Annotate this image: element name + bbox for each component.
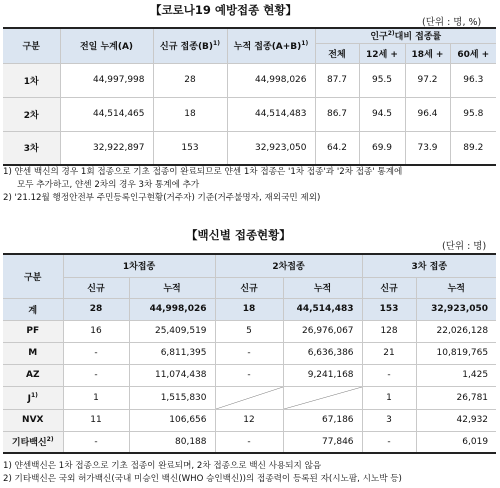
header-dose2: 2차접종 [215, 254, 362, 277]
row-label: 기타백신$^{2)}$ [3, 431, 63, 453]
table-row [3, 342, 496, 364]
cell-d1-cum: 1,515,830 [129, 386, 215, 409]
table-row [3, 131, 496, 165]
header-age60: 60세 + [450, 43, 496, 63]
cell-cum: 32,923,050 [227, 131, 315, 165]
header-age18: 18세 + [405, 43, 450, 63]
cell-cum: 44,998,026 [227, 63, 315, 97]
table-row [3, 63, 496, 97]
row-label: M [3, 342, 63, 364]
cell-d3-cum: 22,026,128 [416, 320, 496, 342]
cell-d3-cum: 6,019 [416, 431, 496, 453]
cell-prev: 32,922,897 [60, 131, 153, 165]
row-label: 1차 [3, 63, 60, 97]
cell-d2-new: 18 [215, 298, 283, 320]
cell-d1-cum: 6,811,395 [129, 342, 215, 364]
cell-d3-new: 3 [362, 409, 416, 431]
cell-age12: 94.5 [359, 97, 405, 131]
cell-new: 153 [153, 131, 227, 165]
cell-d3-new: 128 [362, 320, 416, 342]
cell-d3-new: 1 [362, 386, 416, 409]
header-cum: 누적 [129, 277, 215, 298]
vaccination-status-table [3, 27, 496, 166]
header-category: 구분 [3, 254, 63, 298]
cell-new: 18 [153, 97, 227, 131]
cell-prev: 44,514,465 [60, 97, 153, 131]
cell-d3-cum: 26,781 [416, 386, 496, 409]
cell-total: 86.7 [315, 97, 359, 131]
vaccine-type-title: 【백신별 접종현황】 [186, 228, 291, 242]
cell-d3-new: - [362, 431, 416, 453]
cell-d3-new: - [362, 364, 416, 386]
cell-total: 64.2 [315, 131, 359, 165]
vaccination-status-title: 【코로나19 예방접종 현황】 [150, 3, 297, 17]
cell-d2-new: - [215, 342, 283, 364]
cell-d2-cum: 26,976,067 [283, 320, 362, 342]
cell-d1-new: - [63, 431, 129, 453]
header-cumulative: 누적 접종$(A+B)^{1)}$ [227, 28, 315, 63]
row-label: AZ [3, 364, 63, 386]
header-category: 구분 [3, 28, 60, 63]
table-row [3, 386, 496, 409]
cell-d1-cum: 80,188 [129, 431, 215, 453]
header-population-ratio: 인구$^{2)}$대비 접종률 [315, 28, 496, 43]
cell-age60: 96.3 [450, 63, 496, 97]
cell-d2-cum-not-applicable [283, 386, 362, 409]
footnote: 1) 얀센백신은 1차 접종으로 기초 접종이 완료되며, 2차 접종으로 백신 사용되지 않음 [3, 461, 322, 471]
header-age12: 12세 + [359, 43, 405, 63]
cell-d1-cum: 25,409,519 [129, 320, 215, 342]
row-label: PF [3, 320, 63, 342]
row-label: $J^{1)}$ [3, 386, 63, 409]
table-row [3, 409, 496, 431]
cell-d2-cum: 44,514,483 [283, 298, 362, 320]
footnote: 모두 추가하고, 얀센 2차의 경우 3차 통계에 추가 [17, 180, 200, 190]
cell-d2-new: - [215, 364, 283, 386]
table1-unit: (단위 : 명, %) [422, 17, 482, 28]
cell-age60: 89.2 [450, 131, 496, 165]
cell-d3-cum: 32,923,050 [416, 298, 496, 320]
footnote: 2) 기타백신은 국외 허가백신(국내 미승인 백신(WHO 승인백신))의 접종력이 등록된 자(시노팜, 시노박 등) [3, 474, 402, 484]
table1-footnotes [3, 166, 402, 205]
table2-footnotes [3, 460, 402, 486]
cell-d2-cum: 67,186 [283, 409, 362, 431]
row-label: 3차 [3, 131, 60, 165]
header-new: 신규 [63, 277, 129, 298]
cell-d1-cum: 44,998,026 [129, 298, 215, 320]
header-dose3: 3차 접종 [362, 254, 496, 277]
cell-d1-new: - [63, 342, 129, 364]
cell-d3-cum: 42,932 [416, 409, 496, 431]
cell-d2-cum: 9,241,168 [283, 364, 362, 386]
cell-d1-new: 16 [63, 320, 129, 342]
table-row [3, 364, 496, 386]
cell-age18: 97.2 [405, 63, 450, 97]
header-new: 신규 [215, 277, 283, 298]
diagonal-slash-icon [216, 387, 283, 409]
cell-d2-new: 12 [215, 409, 283, 431]
table-row [3, 97, 496, 131]
table-row [3, 431, 496, 453]
table-row [3, 320, 496, 342]
table2-unit: (단위 : 명) [442, 241, 487, 252]
header-cum: 누적 [416, 277, 496, 298]
cell-age12: 95.5 [359, 63, 405, 97]
cell-d3-cum: 10,819,765 [416, 342, 496, 364]
cell-new: 28 [153, 63, 227, 97]
cell-d1-new: 28 [63, 298, 129, 320]
cell-age60: 95.8 [450, 97, 496, 131]
cell-d2-new: - [215, 431, 283, 453]
cell-age18: 96.4 [405, 97, 450, 131]
header-prev-cumulative: 전일 누계(A) [60, 28, 153, 63]
footnote: 2) '21.12월 행정안전부 주민등록인구현황(거주자) 기준(거주불명자, 재외국민 제외) [3, 193, 321, 203]
cell-d3-cum: 1,425 [416, 364, 496, 386]
header-cum: 누적 [283, 277, 362, 298]
cell-d2-new-not-applicable [215, 386, 283, 409]
header-total: 전체 [315, 43, 359, 63]
cell-age12: 69.9 [359, 131, 405, 165]
diagonal-slash-icon [284, 387, 362, 409]
row-label: NVX [3, 409, 63, 431]
footnote: 1) 얀센 백신의 경우 1회 접종으로 기초 접종이 완료되므로 얀센 1차 접종은 '1차 접종'과 '2차 접종' 통계에 [3, 167, 403, 177]
cell-d3-new: 21 [362, 342, 416, 364]
cell-d1-new: 1 [63, 386, 129, 409]
cell-d3-new: 153 [362, 298, 416, 320]
cell-total: 87.7 [315, 63, 359, 97]
header-new: 신규 [362, 277, 416, 298]
cell-d1-cum: 11,074,438 [129, 364, 215, 386]
cell-d2-cum: 6,636,386 [283, 342, 362, 364]
cell-d1-new: 11 [63, 409, 129, 431]
header-new-doses: 신규 접종$(B)^{1)}$ [153, 28, 227, 63]
row-label: 2차 [3, 97, 60, 131]
row-label: 계 [3, 298, 63, 320]
cell-age18: 73.9 [405, 131, 450, 165]
cell-cum: 44,514,483 [227, 97, 315, 131]
header-dose1: 1차접종 [63, 254, 215, 277]
cell-d1-new: - [63, 364, 129, 386]
cell-d2-new: 5 [215, 320, 283, 342]
cell-d1-cum: 106,656 [129, 409, 215, 431]
vaccine-type-table [3, 253, 496, 454]
table-row-total [3, 298, 496, 320]
cell-prev: 44,997,998 [60, 63, 153, 97]
cell-d2-cum: 77,846 [283, 431, 362, 453]
